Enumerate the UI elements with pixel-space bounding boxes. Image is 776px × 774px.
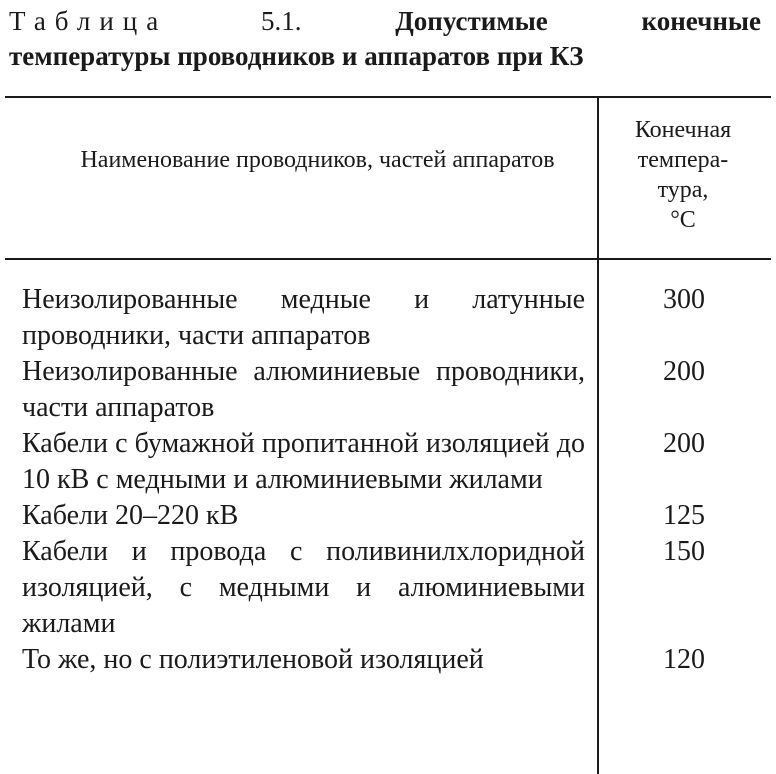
header-bottom-rule xyxy=(5,258,771,260)
row-temperature: 200 xyxy=(663,428,705,459)
row-temperature: 120 xyxy=(663,644,705,675)
table-row xyxy=(0,534,776,642)
header-temperature-column xyxy=(600,115,766,235)
table-row xyxy=(0,282,776,354)
row-temperature: 200 xyxy=(663,356,705,387)
row-name: Неизолированные алюминиевые проводники, части аппаратов xyxy=(22,356,585,423)
table-row xyxy=(0,426,776,498)
row-temperature: 125 xyxy=(663,500,705,531)
table-row xyxy=(0,498,776,534)
caption-title-line-2: температуры проводников и аппаратов при КЗ xyxy=(9,41,584,71)
caption-line-1 xyxy=(9,4,761,39)
caption-number: 5.1. xyxy=(260,6,302,36)
header-name-column: Наименование проводников, частей аппаратов xyxy=(80,147,555,173)
table-body xyxy=(0,282,776,678)
row-name: Кабели 20–220 кВ xyxy=(22,500,239,531)
row-temperature: 150 xyxy=(663,536,705,567)
row-temperature: 300 xyxy=(663,284,705,315)
row-name: Неизолированные медные и латунные проводники, части аппаратов xyxy=(22,284,585,351)
row-name: То же, но с полиэтиленовой изоляцией xyxy=(22,644,484,675)
table-top-rule xyxy=(5,96,771,98)
caption-title-word-2: конечные xyxy=(641,6,761,36)
row-name: Кабели с бумажной пропитанной изоляцией до 10 кВ с медными и алюминиевыми жилами xyxy=(22,428,585,495)
header-temperature-label: Конечная темпера- тура, °С xyxy=(634,117,732,233)
caption-label: Таблица xyxy=(9,6,168,36)
table-caption xyxy=(9,4,761,74)
caption-title-word-1: Допустимые xyxy=(395,6,548,36)
table-row xyxy=(0,642,776,678)
row-name: Кабели и провода с поливинилхлоридной изоляцией, с медными и алюминиевыми жилами xyxy=(22,536,585,639)
table-row xyxy=(0,354,776,426)
